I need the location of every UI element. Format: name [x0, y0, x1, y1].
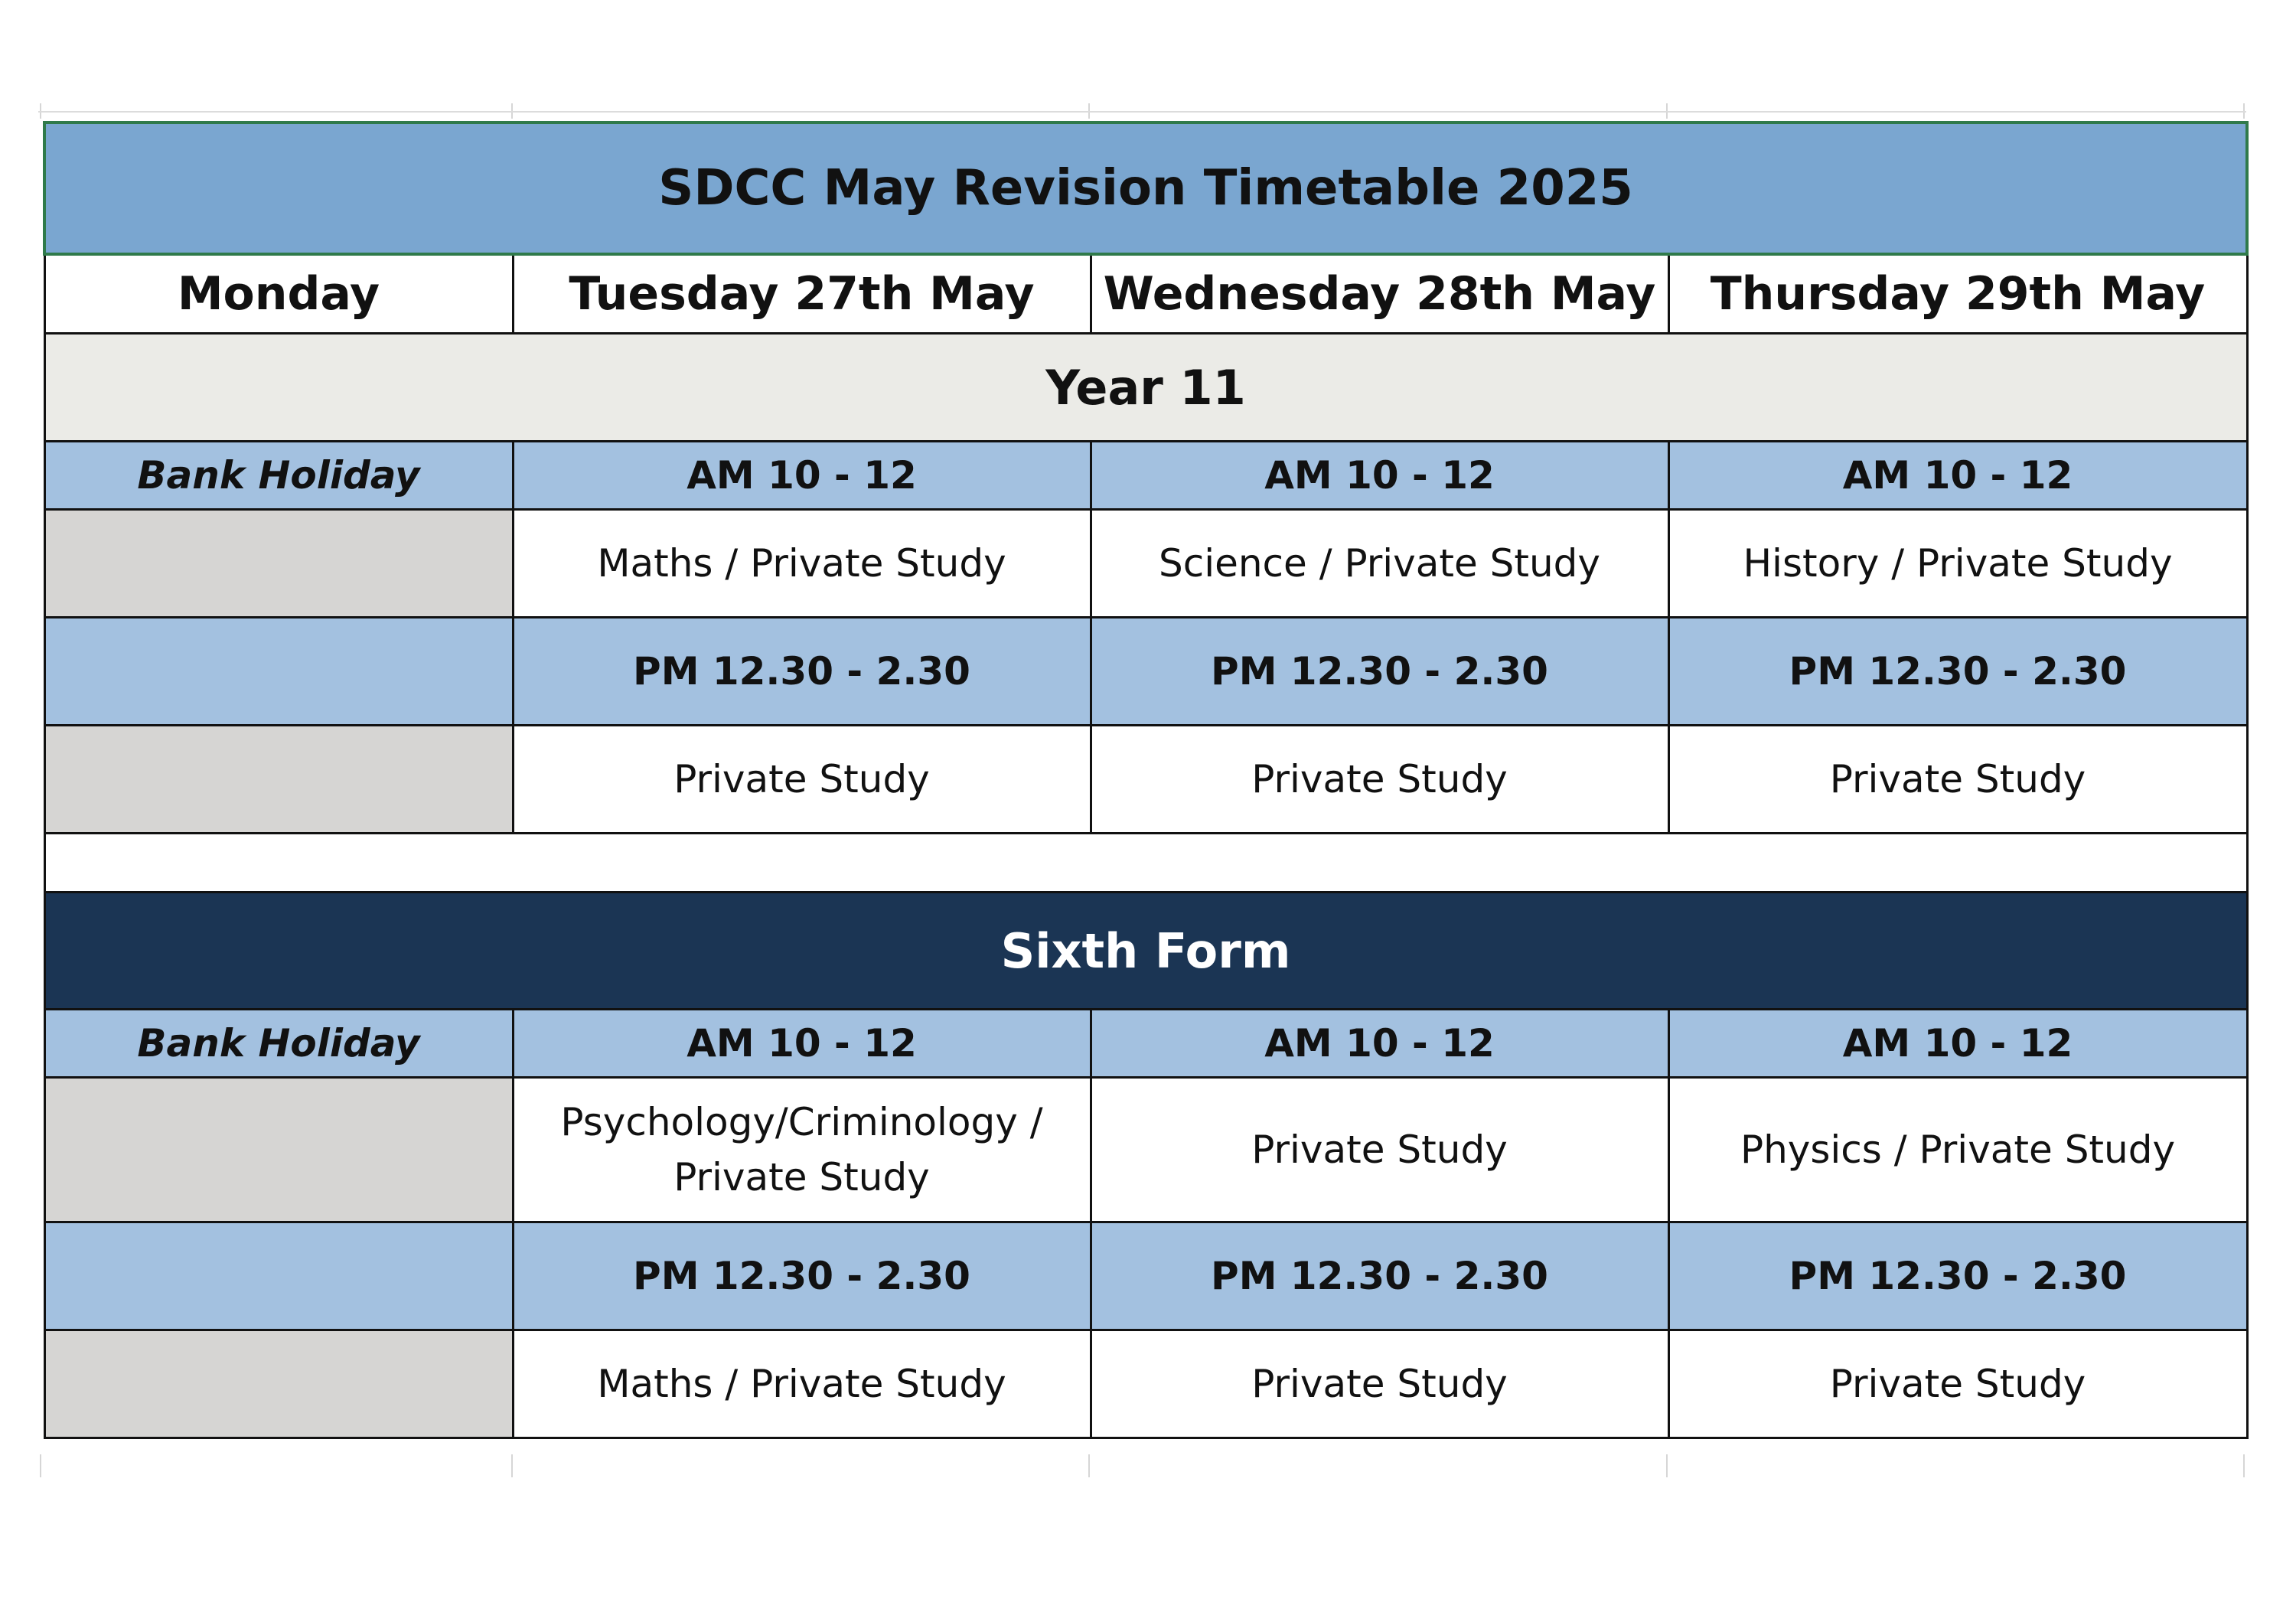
year11-am-session-thu[interactable]: History / Private Study	[1668, 510, 2247, 618]
sixth-form-pm-session-row	[44, 1330, 2247, 1438]
sixth-form-pm-session-tue[interactable]: Maths / Private Study	[513, 1330, 1091, 1438]
sixth-form-am-session-thu[interactable]: Physics / Private Study	[1668, 1078, 2247, 1222]
year11-am-session-wed[interactable]: Science / Private Study	[1091, 510, 1668, 618]
day-wednesday[interactable]: Wednesday 28th May	[1091, 254, 1668, 334]
sixth-form-pm-label-thu[interactable]: PM 12.30 - 2.30	[1668, 1222, 2247, 1330]
sixth-form-bank-holiday[interactable]: Bank Holiday	[44, 1010, 513, 1078]
day-monday[interactable]: Monday	[44, 254, 513, 334]
year11-pm-session-tue[interactable]: Private Study	[513, 726, 1091, 834]
timetable-title[interactable]: SDCC May Revision Timetable 2025	[44, 122, 2247, 254]
year11-pm-header-row	[44, 618, 2247, 726]
timetable	[43, 121, 2249, 1439]
year11-monday-pm-blank[interactable]	[44, 726, 513, 834]
sixth-form-pm-header-row	[44, 1222, 2247, 1330]
sixth-form-am-session-tue[interactable]: Psychology/Criminology / Private Study	[513, 1078, 1091, 1222]
year11-am-label-wed[interactable]: AM 10 - 12	[1091, 442, 1668, 510]
year11-am-header-row	[44, 442, 2247, 510]
sixth-form-heading[interactable]: Sixth Form	[44, 893, 2247, 1010]
day-header-row	[44, 254, 2247, 334]
sixth-form-monday-pm-blank[interactable]	[44, 1330, 513, 1438]
sixth-form-monday-am-blank[interactable]	[44, 1078, 513, 1222]
sixth-form-am-label-tue[interactable]: AM 10 - 12	[513, 1010, 1091, 1078]
sheet-gridline	[1088, 1454, 1090, 1477]
sixth-form-am-session-row	[44, 1078, 2247, 1222]
sixth-form-heading-row	[44, 893, 2247, 1010]
day-thursday[interactable]: Thursday 29th May	[1668, 254, 2247, 334]
section-spacer-row	[44, 834, 2247, 893]
year11-pm-session-row	[44, 726, 2247, 834]
sheet-gridline	[40, 1454, 41, 1477]
year11-am-label-thu[interactable]: AM 10 - 12	[1668, 442, 2247, 510]
sixth-form-am-header-row	[44, 1010, 2247, 1078]
year11-heading-row	[44, 334, 2247, 442]
year11-monday-am-blank[interactable]	[44, 510, 513, 618]
sixth-form-pm-session-thu[interactable]: Private Study	[1668, 1330, 2247, 1438]
sixth-form-pm-label-wed[interactable]: PM 12.30 - 2.30	[1091, 1222, 1668, 1330]
day-tuesday[interactable]: Tuesday 27th May	[513, 254, 1091, 334]
year11-am-session-tue[interactable]: Maths / Private Study	[513, 510, 1091, 618]
sheet-gridline	[1666, 1454, 1668, 1477]
sixth-form-am-session-wed[interactable]: Private Study	[1091, 1078, 1668, 1222]
sixth-form-monday-pm-header-blank[interactable]	[44, 1222, 513, 1330]
sixth-form-pm-label-tue[interactable]: PM 12.30 - 2.30	[513, 1222, 1091, 1330]
section-spacer[interactable]	[44, 834, 2247, 893]
year11-pm-session-thu[interactable]: Private Study	[1668, 726, 2247, 834]
year11-am-session-row	[44, 510, 2247, 618]
year11-heading[interactable]: Year 11	[44, 334, 2247, 442]
sixth-form-am-label-wed[interactable]: AM 10 - 12	[1091, 1010, 1668, 1078]
year11-pm-label-tue[interactable]: PM 12.30 - 2.30	[513, 618, 1091, 726]
sheet-gridline	[511, 1454, 513, 1477]
year11-pm-session-wed[interactable]: Private Study	[1091, 726, 1668, 834]
year11-am-label-tue[interactable]: AM 10 - 12	[513, 442, 1091, 510]
title-row	[44, 122, 2247, 254]
year11-pm-label-thu[interactable]: PM 12.30 - 2.30	[1668, 618, 2247, 726]
sheet-gridline	[38, 111, 2246, 113]
sixth-form-pm-session-wed[interactable]: Private Study	[1091, 1330, 1668, 1438]
year11-pm-label-wed[interactable]: PM 12.30 - 2.30	[1091, 618, 1668, 726]
sixth-form-am-label-thu[interactable]: AM 10 - 12	[1668, 1010, 2247, 1078]
sheet-gridline	[2243, 1454, 2245, 1477]
year11-monday-pm-header-blank[interactable]	[44, 618, 513, 726]
year11-bank-holiday[interactable]: Bank Holiday	[44, 442, 513, 510]
